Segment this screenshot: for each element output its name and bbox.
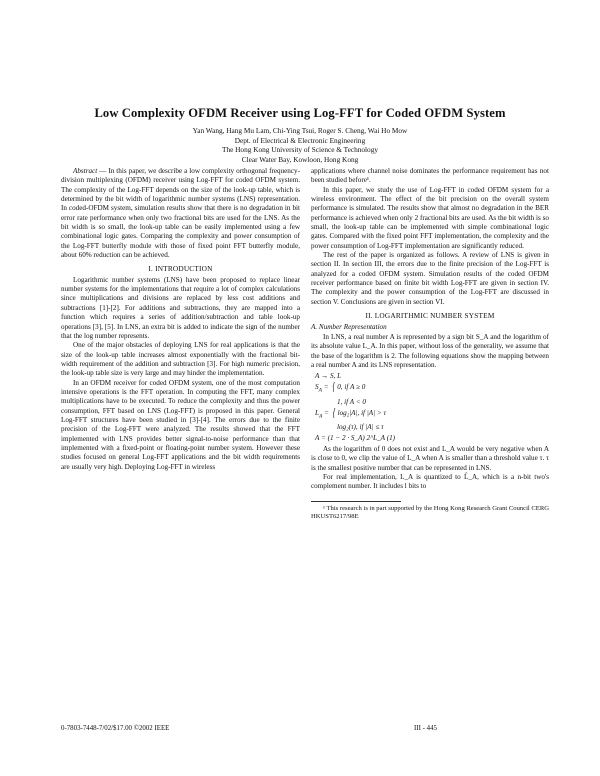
section-2-heading: II. LOGARITHMIC NUMBER SYSTEM (365, 311, 495, 321)
abstract-text: — In this paper, we describe a low complexity orthogonal frequency-division multiplexing (OFDM) receiver using Log-FFT for coded OFDM system. The complexity of the Log-FFT depends on the size of the look-up table, which is determined by the bit width of logarithmic number systems (LNS) representation. In coded-OFDM system, simulation results show that there is no degradation in bit error rate performance when only two fractional bits are used for the LNS. As the bit width is so small, the look-up table can be easily implemented using a few combinational logic gates. Comparing the complexity and power consumption of the Log-FFT butterfly module with those of fixed point FFT butterfly module, about 60% reduction can be achieved. (61, 167, 300, 260)
intro-paragraph-4: In this paper, we study the use of Log-FFT in coded OFDM system for a wireless environment. The effect of the bit precision on the overall system performance is simulated. The results show that almost no degradation in the BER performance is achieved when only 2 fractional bits are used. As the bit width is so small, the look-up table can be implemented with simple combinational logic gates. Compared with the fixed point FFT implementation, the complexity and the power consumption of Log-FFT implementation are significantly reduced. (311, 185, 549, 250)
footnote: ¹ This research is in part supported by the Hong Kong Research Grant Council CERG HKUST6217/98E (311, 504, 549, 521)
eq-sign-case-1-text: 0, if A ≥ 0 (337, 383, 366, 392)
abstract-label: Abstract (73, 167, 98, 175)
eq-log-case-1: $L_A$ = { log₂|A|, if |A| > τ (315, 405, 387, 420)
eq-log-case-1-text: log₂|A|, if |A| > τ (337, 408, 387, 417)
lns-paragraph-1: In LNS, a real number A is represented by a sign bit S_A and the logarithm of its absolute value L_A. In this paper, without loss of the generality, we assume that the base of the logarithm is 2. The following equations show the mapping between a real number A and its LNS representation. (311, 332, 549, 369)
footnote-rule (311, 501, 401, 502)
intro-paragraph-1: Logarithmic number systems (LNS) have been proposed to replace linear number systems for the implementations that require a lot of complex calculations since multiplications and divisions are replaced by less cost additions and subtractions [1]-[2]. For additions and subtractions, they are mapped into a function which requires a series of addition/subtraction and table look-up operations [3], [5]. In LNS, an extra bit is added to indicate the sign of the number that the log number represents. (61, 275, 300, 340)
eq-mapping: A → S, L (315, 372, 342, 381)
intro-paragraph-5: The rest of the paper is organized as follows. A review of LNS is given in section II. In section III, the errors due to the finite precision of the Log-FFT is analyzed for a coded OFDM system. Simulation results of the coded OFDM receiver performance based on finite bit width Log-FFT are given in section IV. The complexity and the power consumption of the Log-FFT are discussed in section V. Conclusions are given in section VI. (311, 251, 549, 306)
intro-paragraph-continued: applications where channel noise dominates the performance requirement has not been studied before¹. (311, 167, 549, 185)
affiliation-university: The Hong Kong University of Science & Technology (221, 145, 378, 155)
equation-block (315, 371, 549, 444)
page-number: III - 445 (414, 725, 437, 732)
right-column (311, 167, 549, 522)
eq-log-case-2: log₂(τ), if |A| ≤ τ (337, 423, 384, 432)
affiliation-dept: Dept. of Electrical & Electronic Engineering (234, 135, 366, 145)
author-names: Yan Wang, Hang Mu Lam, Chi-Ying Tsui, Roger S. Cheng, Wai Ho Mow (192, 126, 408, 135)
paper-title: Low Complexity OFDM Receiver using Log-FFT for Coded OFDM System (94, 106, 506, 120)
subsection-heading: A. Number Representation (311, 322, 387, 331)
lns-paragraph-3: For real implementation, L_A is quantized to L̂_A, which is a n-bit two's complement number. It includes l bits to (311, 473, 549, 491)
eq-sign-case-2: 1, if A < 0 (337, 397, 366, 406)
copyright-line: 0-7803-7448-7/02/$17.00 ©2002 IEEE (61, 725, 170, 732)
eq-inverse: A = (1 − 2 · S_A) 2^L_A (1) (315, 434, 396, 443)
section-1-heading: I. INTRODUCTION (148, 264, 213, 274)
intro-paragraph-3: In an OFDM receiver for coded OFDM system, one of the most computation intensive operations is the FFT operation. In computing the FFT, many complex multiplications have to be executed. To reduce the complexity and thus the power consumption, FFT based on LNS (Log-FFT) is proposed in this paper. General Log-FFT structures have been studied in [3]-[4]. The errors due to the finite precision of the Log-FFT were analyzed. The results showed that the FFT implemented with LNS provides better signal-to-noise performance than that implemented with a fixed-point or floating-point number system. However these studies focused on general Log-FFT applications and the bit width requirements are usually very high. Deploying Log-FFT in wireless (61, 378, 300, 471)
left-column (61, 167, 300, 472)
affiliation-address: Clear Water Bay, Kowloon, Hong Kong (241, 154, 359, 164)
lns-paragraph-2: As the logarithm of 0 does not exist and L_A would be very negative when A is close to 0, we clip the value of L_A when A is smaller than a threshold value τ. τ is the smallest positive number that can be represented in LNS. (311, 445, 549, 472)
eq-sign-case-1: $S_A$ = { 0, if A ≥ 0 (315, 380, 366, 394)
abstract (61, 167, 300, 260)
intro-paragraph-2: One of the major obstacles of deploying LNS for real applications is that the size of the look-up table increases almost exponentially with the fractional bit-width requirement of the addition and subtraction [3]. For high numeric precision, the look-up table size is very large and may hinder the implementation. (61, 341, 300, 378)
author-block (0, 126, 600, 164)
